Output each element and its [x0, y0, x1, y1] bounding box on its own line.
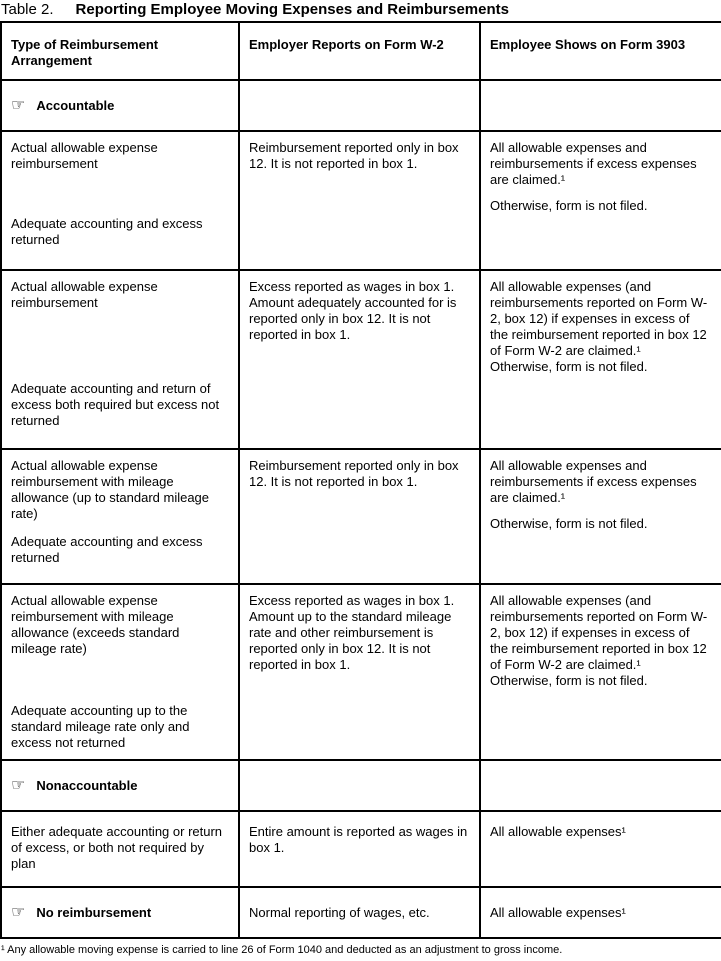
employee-cell [480, 449, 721, 584]
employee-text: All allowable expenses¹ [490, 824, 626, 839]
employer-text: Reimbursement reported only in box 12. It is not reported in box 1. [249, 458, 459, 489]
table-title [0, 0, 721, 21]
arrangement-text: Actual allowable expense reimbursement [11, 140, 158, 171]
employer-text: Entire amount is reported as wages in box 1. [249, 824, 468, 855]
col-header-employer-w2: Employer Reports on Form W-2 [239, 22, 480, 80]
section-cell-nonaccountable [1, 760, 239, 811]
employer-cell [239, 270, 480, 449]
employer-text: Reimbursement reported only in box 12. It is not reported in box 1. [249, 140, 459, 171]
section-label-nonaccountable: Nonaccountable [36, 778, 138, 793]
col-header-employee-3903: Employee Shows on Form 3903 [480, 22, 721, 80]
employee-text: All allowable expenses (and reimbursements reported on Form W-2, box 12) if expenses in excess of the reimbursement reported in box 12 of Form W-2 are claimed.¹ [490, 593, 708, 672]
employee-cell [480, 584, 721, 760]
arrangement-text: Either adequate accounting or return of excess, or both not required by plan [11, 824, 223, 871]
employee-cell [480, 270, 721, 449]
table-number-label: Table 2. [1, 1, 54, 18]
section-cell-accountable [1, 80, 239, 131]
header-row [1, 22, 721, 80]
table-row [1, 449, 721, 584]
employee-text: All allowable expenses (and reimbursements reported on Form W-2, box 12) if expenses in excess of the reimbursement reported in box 12 of Form W-2 are claimed.¹ [490, 279, 708, 358]
employee-otherwise-text: Otherwise, form is not filed. [490, 516, 648, 531]
section-row-no-reimbursement [1, 887, 721, 938]
employee-cell [480, 131, 721, 270]
empty-cell [480, 80, 721, 131]
employee-text: All allowable expenses and reimbursements if excess expenses are claimed.¹ [490, 458, 697, 505]
employer-cell [239, 887, 480, 938]
arrangement-condition: Adequate accounting and return of excess both required but excess not returned [11, 381, 220, 428]
employer-cell [239, 811, 480, 887]
empty-cell [480, 760, 721, 811]
section-label-no-reimbursement: No reimbursement [36, 905, 152, 920]
table-row [1, 811, 721, 887]
pointing-hand-icon: ☞ [11, 775, 26, 794]
employee-otherwise-text: Otherwise, form is not filed. [490, 673, 648, 688]
employer-cell [239, 584, 480, 760]
employer-cell [239, 131, 480, 270]
employer-cell [239, 449, 480, 584]
arrangement-cell [1, 584, 239, 760]
arrangement-condition: Adequate accounting and excess returned [11, 534, 203, 565]
employee-text: All allowable expenses and reimbursements if excess expenses are claimed.¹ [490, 140, 697, 187]
empty-cell [239, 760, 480, 811]
employer-text: Excess reported as wages in box 1. Amount adequately accounted for is reported only in box 12. It is not reported in box 1. [249, 279, 457, 342]
arrangement-cell [1, 449, 239, 584]
employer-text: Excess reported as wages in box 1. Amount up to the standard mileage rate and other reimbursement is reported only in box 12. It is not reported in box 1. [249, 593, 455, 672]
arrangement-cell [1, 270, 239, 449]
col-header-arrangement: Type of Reimbursement Arrangement [1, 22, 239, 80]
employee-cell [480, 887, 721, 938]
employer-text: Normal reporting of wages, etc. [249, 904, 430, 920]
empty-cell [239, 80, 480, 131]
table-footnote: ¹ Any allowable moving expense is carried to line 26 of Form 1040 and deducted as an adjustment to gross income. [1, 944, 563, 956]
table-row [1, 584, 721, 760]
table-row [1, 131, 721, 270]
reimbursement-table [0, 21, 721, 939]
arrangement-cell [1, 131, 239, 270]
arrangement-condition: Adequate accounting and excess returned [11, 216, 203, 247]
table-title-text: Reporting Employee Moving Expenses and Reimbursements [75, 1, 509, 18]
section-row-nonaccountable [1, 760, 721, 811]
pointing-hand-icon: ☞ [11, 902, 26, 921]
table-row [1, 270, 721, 449]
section-cell-no-reimbursement [1, 887, 239, 938]
arrangement-text: Actual allowable expense reimbursement [11, 279, 158, 310]
employee-text: All allowable expenses¹ [490, 904, 626, 920]
section-label-accountable: Accountable [36, 98, 115, 113]
employee-otherwise-text: Otherwise, form is not filed. [490, 359, 648, 374]
pointing-hand-icon: ☞ [11, 95, 26, 114]
employee-otherwise-text: Otherwise, form is not filed. [490, 198, 648, 213]
arrangement-text: Actual allowable expense reimbursement with mileage allowance (up to standard mileage rate) [11, 458, 210, 521]
section-row-accountable [1, 80, 721, 131]
employee-cell [480, 811, 721, 887]
arrangement-text: Actual allowable expense reimbursement with mileage allowance (exceeds standard mileage rate) [11, 593, 180, 656]
arrangement-condition: Adequate accounting up to the standard mileage rate only and excess not returned [11, 703, 190, 750]
arrangement-cell [1, 811, 239, 887]
